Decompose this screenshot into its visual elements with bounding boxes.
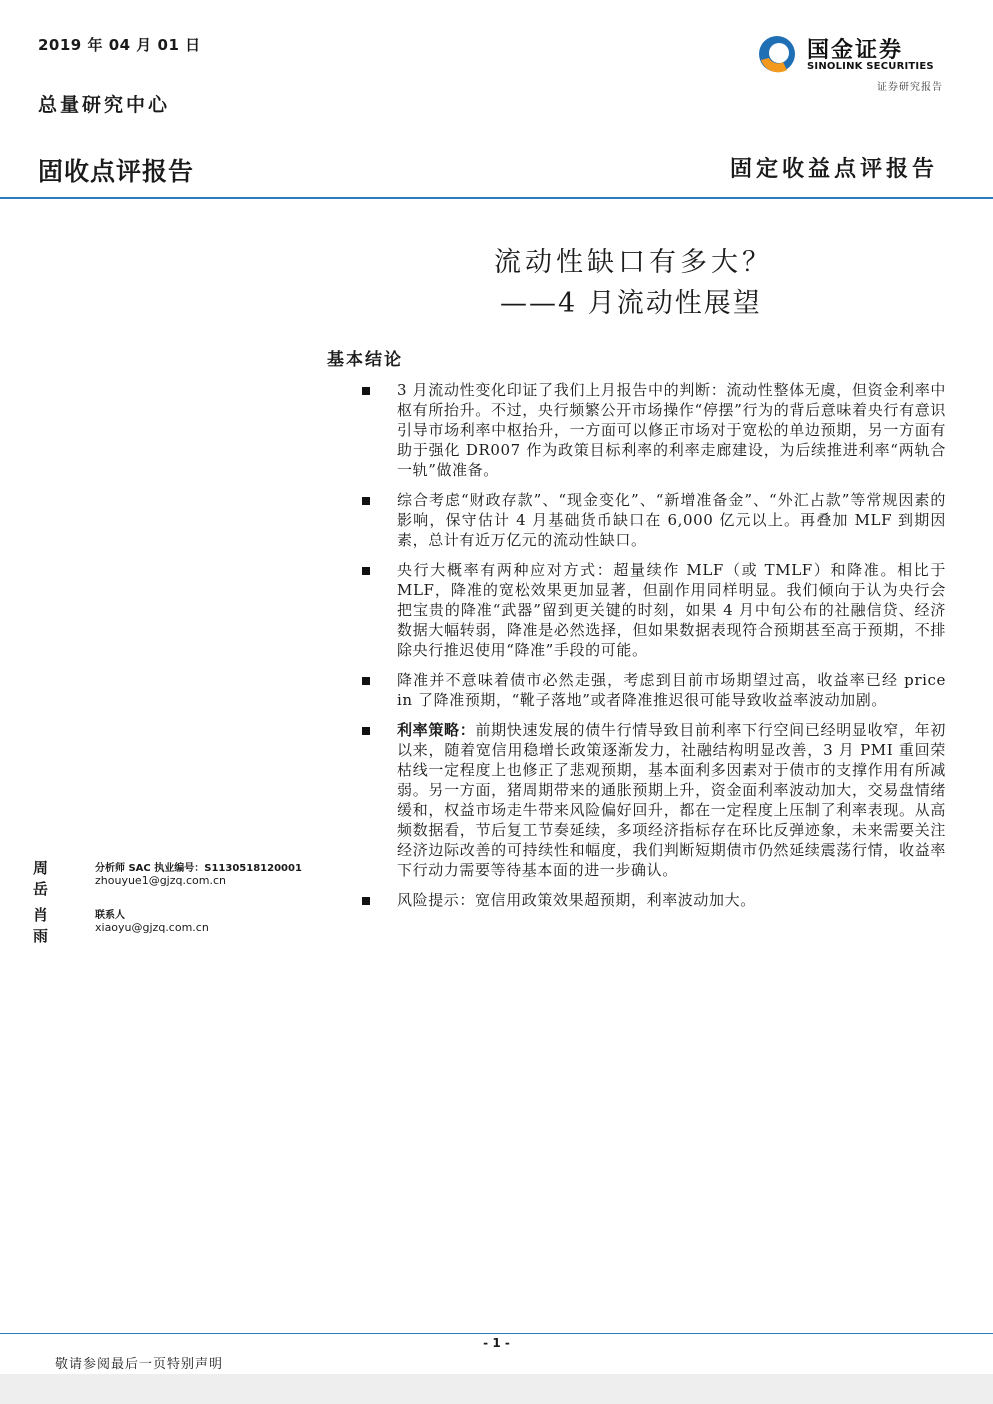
list-item	[362, 670, 946, 710]
footer-divider	[0, 1333, 993, 1334]
disclaimer-text: 敬请参阅最后一页特别声明	[55, 1357, 224, 1372]
square-bullet-icon	[362, 387, 370, 395]
company-logo	[757, 32, 947, 80]
square-bullet-icon	[362, 897, 370, 905]
report-category-label: 证券研究报告	[877, 82, 943, 93]
author-email: xiaoyu@gjzq.com.cn	[95, 921, 209, 934]
bullet-text: 3 月流动性变化印证了我们上月报告中的判断：流动性整体无虞，但资金利率中枢有所抬升。不过，央行频繁公开市场操作“停摆”行为的背后意味着央行有意识引导市场利率中枢抬升，一方面可以修正市场对于宽松的单边预期，另一方面有助于强化 DR007 作为政策目标利率的利率走廊建设，为后续推进利率“两轨合一轨”做准备。	[397, 381, 946, 479]
list-item	[362, 720, 946, 880]
bullet-text: 风险提示：宽信用政策效果超预期，利率波动加大。	[397, 891, 756, 909]
list-item	[362, 380, 946, 480]
bullet-text: 央行大概率有两种应对方式：超量续作 MLF（或 TMLF）和降准。相比于 MLF，降准的宽松效果更加显著，但副作用同样明显。我们倾向于认为央行会把宝贵的降准“武器”留到更关键的时刻，如果 4 月中旬公布的社融信贷、经济数据大幅转弱，降准是必然选择，但如果数据表现符合预期甚至高于预期，不排除央行推迟使用“降准”手段的可能。	[397, 561, 946, 659]
bullet-text: 降准并不意味着债市必然走强，考虑到目前市场期望过高，收益率已经 price in 了降准预期，“靴子落地”或者降准推迟很可能导致收益率波动加剧。	[397, 671, 946, 709]
report-subtitle: ——4 月流动性展望	[500, 288, 762, 319]
bottom-margin-band	[0, 1374, 993, 1404]
bullet-text: 综合考虑“财政存款”、“现金变化”、“新增准备金”、“外汇占款”等常规因素的影响，保守估计 4 月基础货币缺口在 6,000 亿元以上。再叠加 MLF 到期因素，总计有近万亿元的流动性缺口。	[397, 491, 946, 549]
doc-type-title: 固收点评报告	[38, 157, 195, 186]
logo-english-name: SINOLINK SECURITIES	[807, 61, 934, 72]
logo-chinese-name: 国金证券	[807, 38, 904, 63]
author-role: 联系人	[95, 910, 125, 921]
square-bullet-icon	[362, 727, 370, 735]
author-name: 周岳	[33, 859, 52, 898]
conclusion-list	[362, 380, 946, 920]
section-heading: 基本结论	[327, 350, 403, 370]
square-bullet-icon	[362, 677, 370, 685]
author-email: zhouyue1@gjzq.com.cn	[95, 874, 226, 887]
logo-mark-icon	[757, 34, 797, 74]
square-bullet-icon	[362, 497, 370, 505]
square-bullet-icon	[362, 567, 370, 575]
list-item	[362, 890, 946, 910]
bullet-lead: 利率策略：	[397, 721, 476, 739]
header-divider	[0, 197, 993, 199]
report-title: 流动性缺口有多大？	[494, 247, 773, 278]
report-date: 2019 年 04 月 01 日	[38, 36, 201, 54]
author-role: 分析师 SAC 执业编号：S1130518120001	[95, 863, 302, 874]
page-number: - 1 -	[483, 1336, 510, 1350]
doc-type-subtitle: 固定收益点评报告	[729, 156, 938, 182]
bullet-text: 前期快速发展的债牛行情导致目前利率下行空间已经明显收窄，年初以来，随着宽信用稳增长政策逐渐发力，社融结构明显改善，3 月 PMI 重回荣枯线一定程度上也修正了悲观预期，基本面利多因素对于债市的支撑作用有所减弱。另一方面，猪周期带来的通胀预期上升，资金面利率波动加大，交易盘情绪缓和，权益市场走牛带来风险偏好回升，都在一定程度上压制了利率表现。从高频数据看，节后复工节奏延续，多项经济指标存在环比反弹迹象，未来需要关注经济边际改善的可持续性和幅度，我们判断短期债市仍然延续震荡行情，收益率下行动力需要等待基本面的进一步确认。	[397, 721, 946, 879]
author-name: 肖雨	[33, 906, 52, 945]
list-item	[362, 560, 946, 660]
research-center-name: 总量研究中心	[38, 94, 171, 116]
list-item	[362, 490, 946, 550]
